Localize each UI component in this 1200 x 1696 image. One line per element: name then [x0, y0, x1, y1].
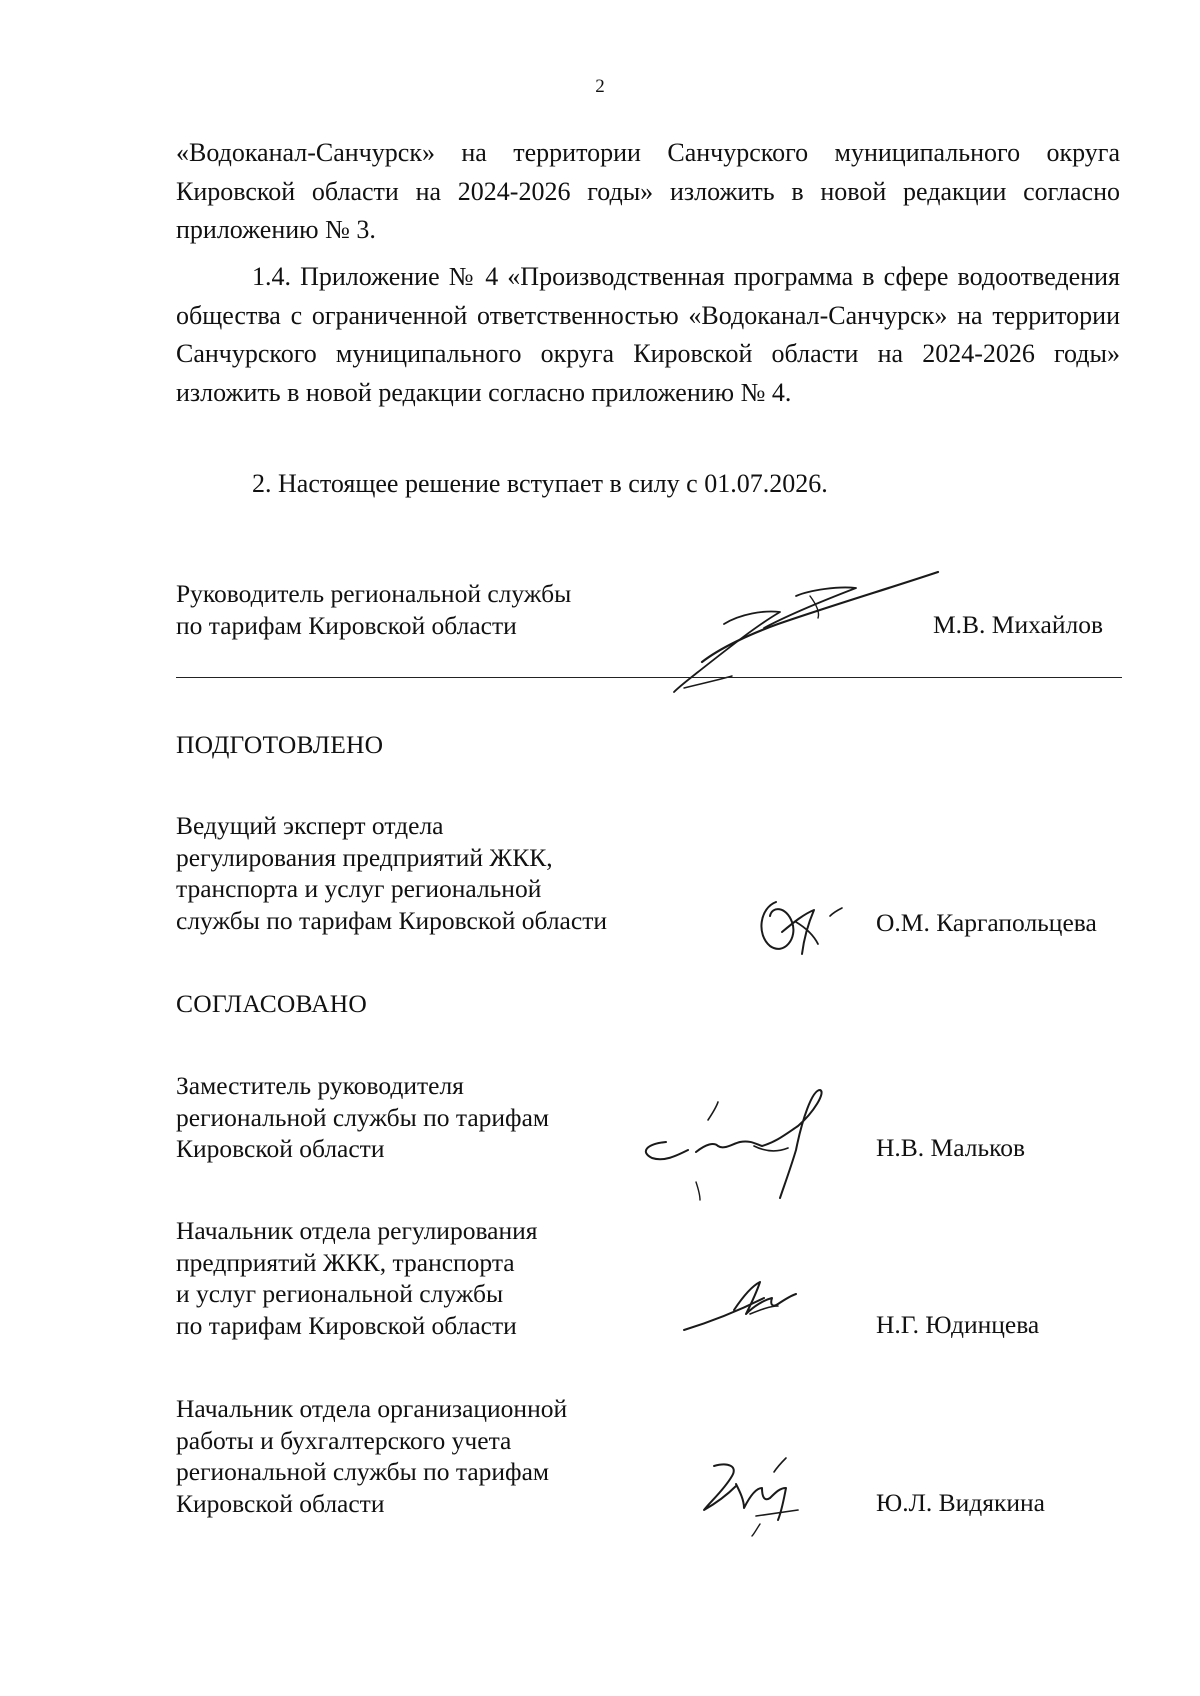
agreed-signatory-3-name: Ю.Л. Видякина: [876, 1488, 1045, 1517]
agreed-signatory-1-handwritten-signature: [636, 1086, 886, 1216]
agreed-signatory-1-position: Заместитель руководителя региональной службы по тарифам Кировской области: [176, 1071, 550, 1163]
page-number: 2: [595, 76, 605, 97]
agreed-signatory-3-position: Начальник отдела организационной работы и бухгалтерского учета региональной службы по тарифам Кировской области: [176, 1394, 568, 1518]
head-signatory-name: М.В. Михайлов: [933, 610, 1104, 639]
head-signatory-position: Руководитель региональной службы по тарифам Кировской области: [176, 579, 572, 640]
paragraph-appendix-3: «Водоканал-Санчурск» на территории Санчурского муниципального округа Кировской области на 2024-2026 годы» изложить в новой редакции согласно приложению № 3.: [176, 138, 1120, 244]
agreed-signatory-2-name: Н.Г. Юдинцева: [876, 1310, 1040, 1339]
agreed-heading: СОГЛАСОВАНО: [176, 989, 367, 1018]
agreed-signatory-3-handwritten-signature: [700, 1454, 816, 1538]
prepared-position: Ведущий эксперт отдела регулирования предприятий ЖКК, транспорта и услуг региональной службы по тарифам Кировской области: [176, 811, 607, 935]
paragraph-effective-date: 2. Настоящее решение вступает в силу с 01.07.2026.: [252, 469, 828, 498]
agreed-signatory-2-handwritten-signature: [680, 1276, 800, 1336]
prepared-handwritten-signature: [752, 892, 848, 960]
paragraph-item-1-4: 1.4. Приложение № 4 «Производственная программа в сфере водоотведения общества с ограниченной ответственностью «Водоканал-Санчурск» на территории Санчурского муниципального округа Кировской области на 2024-2026 годы» изложить в новой редакции согласно приложению № 4.: [176, 262, 1120, 407]
agreed-signatory-2-position: Начальник отдела регулирования предприятий ЖКК, транспорта и услуг региональной службы по тарифам Кировской области: [176, 1216, 538, 1340]
signature-divider-line: [176, 677, 1122, 678]
prepared-heading: ПОДГОТОВЛЕНО: [176, 730, 384, 759]
agreed-signatory-1-name: Н.В. Мальков: [876, 1133, 1026, 1162]
prepared-name: О.М. Каргапольцева: [876, 908, 1097, 937]
